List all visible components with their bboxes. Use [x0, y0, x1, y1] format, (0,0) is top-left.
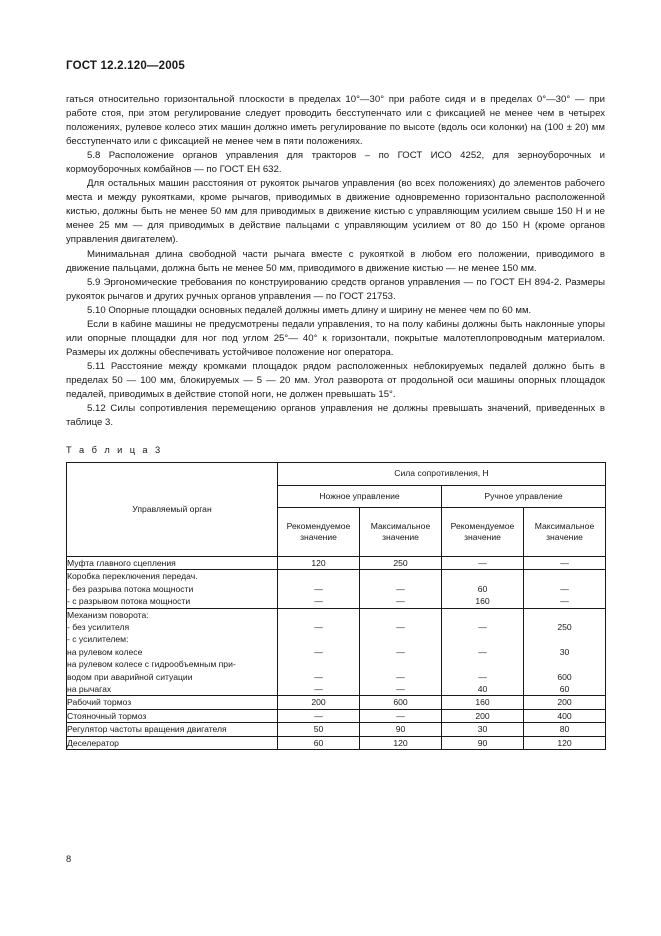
paragraph: гаться относительно горизонтальной плоскости в пределах 10°—30° при работе сидя и в пределах 0°—30° — при работе стоя, при этом регулирование следует проводить бесступенчато или с фиксацией не менее чем в четырех положениях, рулевое колесо этих машин должно иметь регулирование по высоте (вдоль оси колонки) на (100 ± 20) мм бесступенчато или с фиксацией не менее чем в пяти положениях.	[66, 94, 605, 148]
cell-organ-name	[67, 570, 278, 608]
cell-value	[360, 709, 442, 722]
header-hand-control: Ручное управление	[442, 485, 606, 508]
table-row	[67, 736, 606, 749]
value-line: 250	[557, 622, 572, 633]
value-line: 30	[559, 646, 570, 657]
paragraph: Для остальных машин расстояния от рукояток рычагов управления (во всех положениях) до элементов рабочего места и между рукоятками, кроме рычагов, приводимых в движение одновременно горизонтально расположенной кистью, должны быть не менее 50 мм для приводимых в движение кистью с управляющим усилием свыше 150 Н и не менее 25 мм — для приводимых в действие пальцами с управляющим усилием от 80 до 150 Н (кроме органов управления двигателем).	[66, 178, 605, 246]
page-number: 8	[66, 854, 72, 864]
value-line	[442, 609, 523, 621]
organ-name-line: на рулевом колесе с гидрообъемным при-	[67, 659, 236, 670]
organ-name-line: - без разрыва потока мощности	[67, 583, 194, 594]
table-row	[67, 557, 606, 570]
value-line: —	[396, 710, 405, 721]
cell-value	[442, 736, 524, 749]
organ-name-line: на рулевом колесе	[67, 646, 143, 657]
cell-value	[442, 570, 524, 608]
value-line: 60	[313, 737, 324, 748]
paragraph: Если в кабине машины не предусмотрены педали управления, то на полу кабины должны быть наклонные упоры или опорные площадки для ног под углом 25°— 40° к горизонтали, покрытые малотеплопроводным материалом. Размеры их должны обеспечивать устойчивое положение ног оператора.	[66, 318, 605, 358]
value-line	[278, 633, 359, 645]
header-foot-recommended: Рекомендуемое значение	[278, 508, 360, 557]
cell-organ-name	[67, 608, 278, 696]
cell-organ-name	[67, 723, 278, 736]
value-line: —	[560, 596, 569, 607]
cell-value	[278, 736, 360, 749]
table-row	[67, 723, 606, 736]
cell-value	[360, 570, 442, 608]
paragraph: 5.10 Опорные площадки основных педалей должны иметь длину и ширину не менее чем по 60 мм.	[87, 304, 532, 316]
value-line: —	[396, 646, 405, 657]
value-line: 30	[477, 724, 488, 735]
value-line: 50	[313, 724, 324, 735]
header-foot-maximum: Максимальное значение	[360, 508, 442, 557]
value-line	[442, 570, 523, 582]
value-line: —	[314, 622, 323, 633]
header-foot-control: Ножное управление	[278, 485, 442, 508]
organ-name-line: Коробка переключения передач.	[67, 571, 198, 582]
value-line	[524, 609, 605, 621]
cell-value	[442, 723, 524, 736]
paragraph: 5.8 Расположение органов управления для тракторов – по ГОСТ ИСО 4252, для зерноуборочных и кормоуборочных комбайнов — по ГОСТ ЕН 632.	[66, 150, 605, 176]
value-line: —	[314, 671, 323, 682]
standard-number-title: ГОСТ 12.2.120—2005	[66, 60, 185, 72]
value-line: —	[560, 583, 569, 594]
value-line: 120	[311, 558, 326, 568]
value-line: 600	[557, 671, 572, 682]
cell-value	[278, 696, 360, 709]
cell-value	[278, 570, 360, 608]
table-body	[67, 557, 606, 750]
value-line	[524, 633, 605, 645]
cell-organ-name	[67, 696, 278, 709]
organ-name-line: Механизм поворота:	[67, 609, 149, 620]
value-line: —	[560, 558, 569, 568]
cell-value	[524, 736, 606, 749]
value-line: 160	[475, 596, 490, 607]
cell-value	[360, 736, 442, 749]
cell-value	[278, 557, 360, 570]
value-line	[524, 570, 605, 582]
organ-name-line: Стояночный тормоз	[67, 710, 147, 721]
table-row	[67, 709, 606, 722]
value-line: 200	[311, 697, 326, 708]
cell-value	[442, 696, 524, 709]
value-line: 80	[559, 724, 570, 735]
cell-value	[524, 608, 606, 696]
paragraph: 5.12 Силы сопротивления перемещению органов управления не должны превышать значений, приведенных в таблице 3.	[66, 403, 605, 429]
table-3-wrapper	[66, 462, 605, 750]
value-line: 250	[393, 558, 408, 568]
cell-value	[278, 709, 360, 722]
value-line: 120	[557, 737, 572, 748]
value-line: —	[314, 583, 323, 594]
table-row	[67, 570, 606, 608]
value-line: 60	[477, 583, 488, 594]
value-line: —	[314, 710, 323, 721]
cell-value	[442, 557, 524, 570]
value-line: 200	[557, 697, 572, 708]
table-head-row-1	[67, 463, 606, 486]
value-line: 90	[477, 737, 488, 748]
value-line: 60	[559, 684, 570, 695]
organ-name-line: Рабочий тормоз	[67, 697, 132, 708]
organ-name-line: на рычагах	[67, 684, 112, 695]
organ-name-line: - с разрывом потока мощности	[67, 596, 191, 607]
value-line: 200	[475, 710, 490, 721]
value-line	[442, 633, 523, 645]
paragraph: 5.11 Расстояние между кромками площадок рядом расположенных неблокируемых педалей должно быть в пределах 50 — 100 мм, блокируемых — 5 — 20 мм. Угол разворота от продольной оси машины опорных площадок педалей, приводимых в действие стопой ноги, не должен превышать 15°.	[66, 360, 605, 400]
cell-organ-name	[67, 709, 278, 722]
paragraph: Минимальная длина свободной части рычага вместе с рукояткой в любом его положении, приводимого в движение пальцами, должна быть не менее 50 мм, приводимого в движение кистью — не менее 150 мм.	[66, 248, 605, 274]
value-line: —	[396, 583, 405, 594]
header-hand-maximum: Максимальное значение	[524, 508, 606, 557]
cell-value	[524, 709, 606, 722]
value-line: —	[314, 684, 323, 695]
value-line	[524, 658, 605, 670]
table-caption: Т а б л и ц а 3	[66, 445, 163, 455]
value-line: —	[396, 671, 405, 682]
value-line: —	[396, 596, 405, 607]
table-head	[67, 463, 606, 557]
value-line	[278, 570, 359, 582]
value-line	[360, 609, 441, 621]
cell-value	[524, 723, 606, 736]
header-managed-organ: Управляемый орган	[67, 463, 278, 557]
paragraph: 5.9 Эргономические требования по конструированию средств органов управления — по ГОСТ ЕН 894-2. Размеры рукояток рычагов и других ручных органов управления — по ГОСТ 21753.	[66, 276, 605, 302]
cell-value	[278, 723, 360, 736]
cell-value	[360, 557, 442, 570]
value-line	[278, 658, 359, 670]
page-header	[66, 60, 606, 82]
organ-name-line: - без усилителя	[67, 622, 130, 633]
organ-name-line: водом при аварийной ситуации	[67, 671, 193, 682]
value-line: 40	[477, 684, 488, 695]
value-line: —	[396, 622, 405, 633]
value-line: —	[478, 671, 487, 682]
value-line: —	[396, 684, 405, 695]
cell-value	[524, 696, 606, 709]
value-line: —	[478, 646, 487, 657]
header-hand-recommended: Рекомендуемое значение	[442, 508, 524, 557]
cell-value	[442, 709, 524, 722]
table-3	[66, 462, 606, 750]
header-resistance-force: Сила сопротивления, Н	[278, 463, 606, 486]
value-line	[360, 633, 441, 645]
value-line: —	[314, 596, 323, 607]
value-line: 160	[475, 697, 490, 708]
value-line: —	[478, 622, 487, 633]
organ-name-line: Деселератор	[67, 737, 119, 748]
value-line: 120	[393, 737, 408, 748]
cell-value	[360, 723, 442, 736]
table-row	[67, 696, 606, 709]
table-row	[67, 608, 606, 696]
cell-organ-name	[67, 736, 278, 749]
value-line	[360, 658, 441, 670]
value-line	[278, 609, 359, 621]
cell-value	[278, 608, 360, 696]
value-line: —	[478, 558, 487, 568]
body-text-block	[66, 93, 605, 430]
value-line: 400	[557, 710, 572, 721]
cell-value	[524, 557, 606, 570]
cell-value	[360, 608, 442, 696]
organ-name-line: Регулятор частоты вращения двигателя	[67, 724, 227, 735]
value-line: 600	[393, 697, 408, 708]
cell-value	[524, 570, 606, 608]
value-line: 90	[395, 724, 406, 735]
cell-organ-name	[67, 557, 278, 570]
organ-name-line: Муфта главного сцепления	[67, 558, 176, 568]
organ-name-line: - с усилителем:	[67, 634, 129, 645]
cell-value	[360, 696, 442, 709]
value-line: —	[314, 646, 323, 657]
value-line	[360, 570, 441, 582]
cell-value	[442, 608, 524, 696]
value-line	[442, 658, 523, 670]
